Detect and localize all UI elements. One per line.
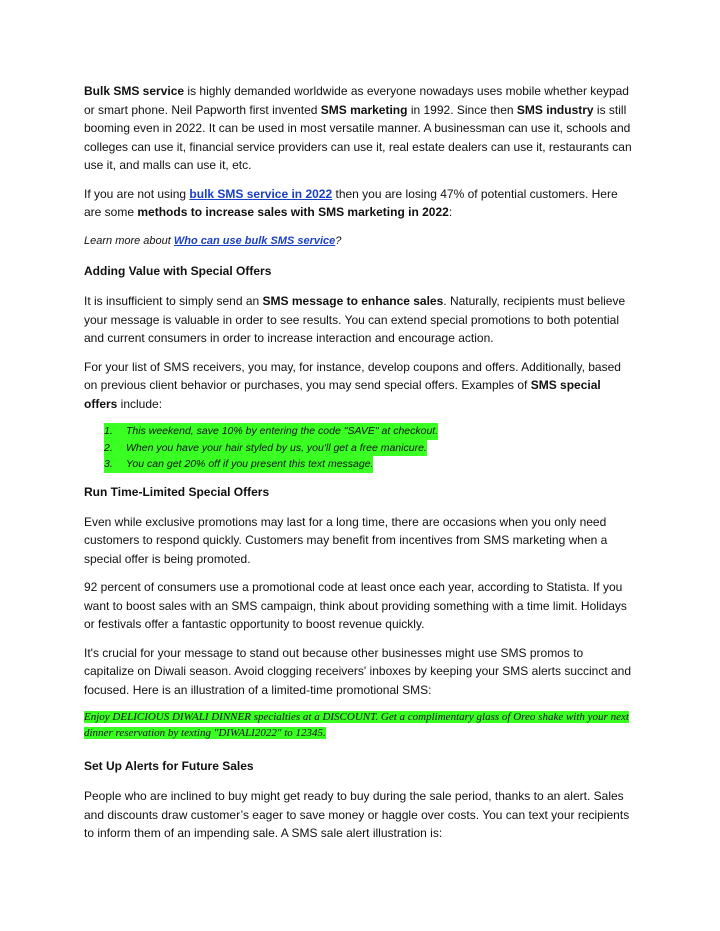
bold-phrase: SMS special offers: [84, 378, 601, 411]
intro-paragraph: Bulk SMS service is highly demanded worldwide as everyone nowadays uses mobile whether keypad or smart phone. Neil Papworth first invented SMS marketing in 1992. Since then SMS industry is still booming even in 2022. It can be used in most versatile manner. A businessman can use it, schools and colleges can use it, financial service providers can use it, real estate dealers can use it, restaurants can use it, and malls can use it, etc.: [84, 84, 632, 172]
special-offers-paragraph-2: For your list of SMS receivers, you may, for instance, develop coupons and offers. Additionally, based on previous client behavior or purchases, you may send special offers. Examples of SMS special offers include:: [84, 359, 621, 411]
time-limited-paragraph-1: Even while exclusive promotions may last for a long time, there are occasions when you only need customers to respond quickly. Customers may benefit from incentives from SMS marketing when a special offer is being promoted.: [84, 514, 608, 566]
bold-phrase: SMS message to enhance sales: [262, 294, 444, 308]
learn-more-line: Learn more about Who can use bulk SMS service?: [84, 234, 342, 247]
bold-phrase: SMS marketing: [320, 102, 408, 117]
who-can-use-link[interactable]: Who can use bulk SMS service: [173, 234, 336, 247]
bold-phrase: Bulk SMS service: [84, 84, 185, 98]
offers-list: [104, 423, 636, 473]
bold-phrase: methods to increase sales with SMS marketing in 2022: [137, 205, 449, 219]
bold-phrase: SMS industry: [516, 102, 594, 117]
section-heading-special-offers: Adding Value with Special Offers: [84, 264, 272, 278]
time-limited-paragraph-3: It's crucial for your message to stand out because other businesses might use SMS promos to capitalize on Diwali season. Avoid clogging receivers' inboxes by keeping your SMS alerts succinct and focused. Here is an illustration of a limited-time promotional SMS:: [84, 645, 632, 697]
document-page: [84, 82, 636, 853]
sms-example: Enjoy DELICIOUS DIWALI DINNER specialties at a DISCOUNT. Get a complimentary glass of Oreo shake with your next dinner reservation by texting "DIWALI2022" to 12345.: [84, 711, 629, 739]
list-item: 1. This weekend, save 10% by entering the code "SAVE" at checkout.: [104, 423, 636, 440]
time-limited-paragraph-2: 92 percent of consumers use a promotional code at least once each year, according to Statista. If you want to boost sales with an SMS campaign, think about providing something with a time limit. Holidays or festivals offer a fantastic opportunity to boost revenue quickly.: [84, 580, 627, 631]
bulk-sms-service-link[interactable]: bulk SMS service in 2022: [189, 186, 333, 201]
list-item: 2. When you have your hair styled by us, you'll get a free manicure.: [104, 440, 636, 457]
section-heading-time-limited: Run Time-Limited Special Offers: [84, 484, 270, 499]
list-item: 3. You can get 20% off if you present this text message.: [104, 456, 636, 473]
future-sales-paragraph: People who are inclined to buy might get ready to buy during the sale period, thanks to an alert. Sales and discounts draw customer’s eager to save money or haggle over costs. You can text your recipients to inform them of an impending sale. A SMS sale alert illustration is:: [84, 789, 630, 840]
special-offers-paragraph-1: It is insufficient to simply send an SMS message to enhance sales. Naturally, recipients must believe your message is valuable in order to see results. You can extend special promotions to both potential and current consumers in order to increase interaction and encourage action.: [84, 294, 626, 345]
intro-paragraph-2: If you are not using bulk SMS service in 2022 then you are losing 47% of potential customers. Here are some methods to increase sales with SMS marketing in 2022:: [84, 186, 618, 219]
section-heading-future-sales: Set Up Alerts for Future Sales: [84, 759, 254, 773]
